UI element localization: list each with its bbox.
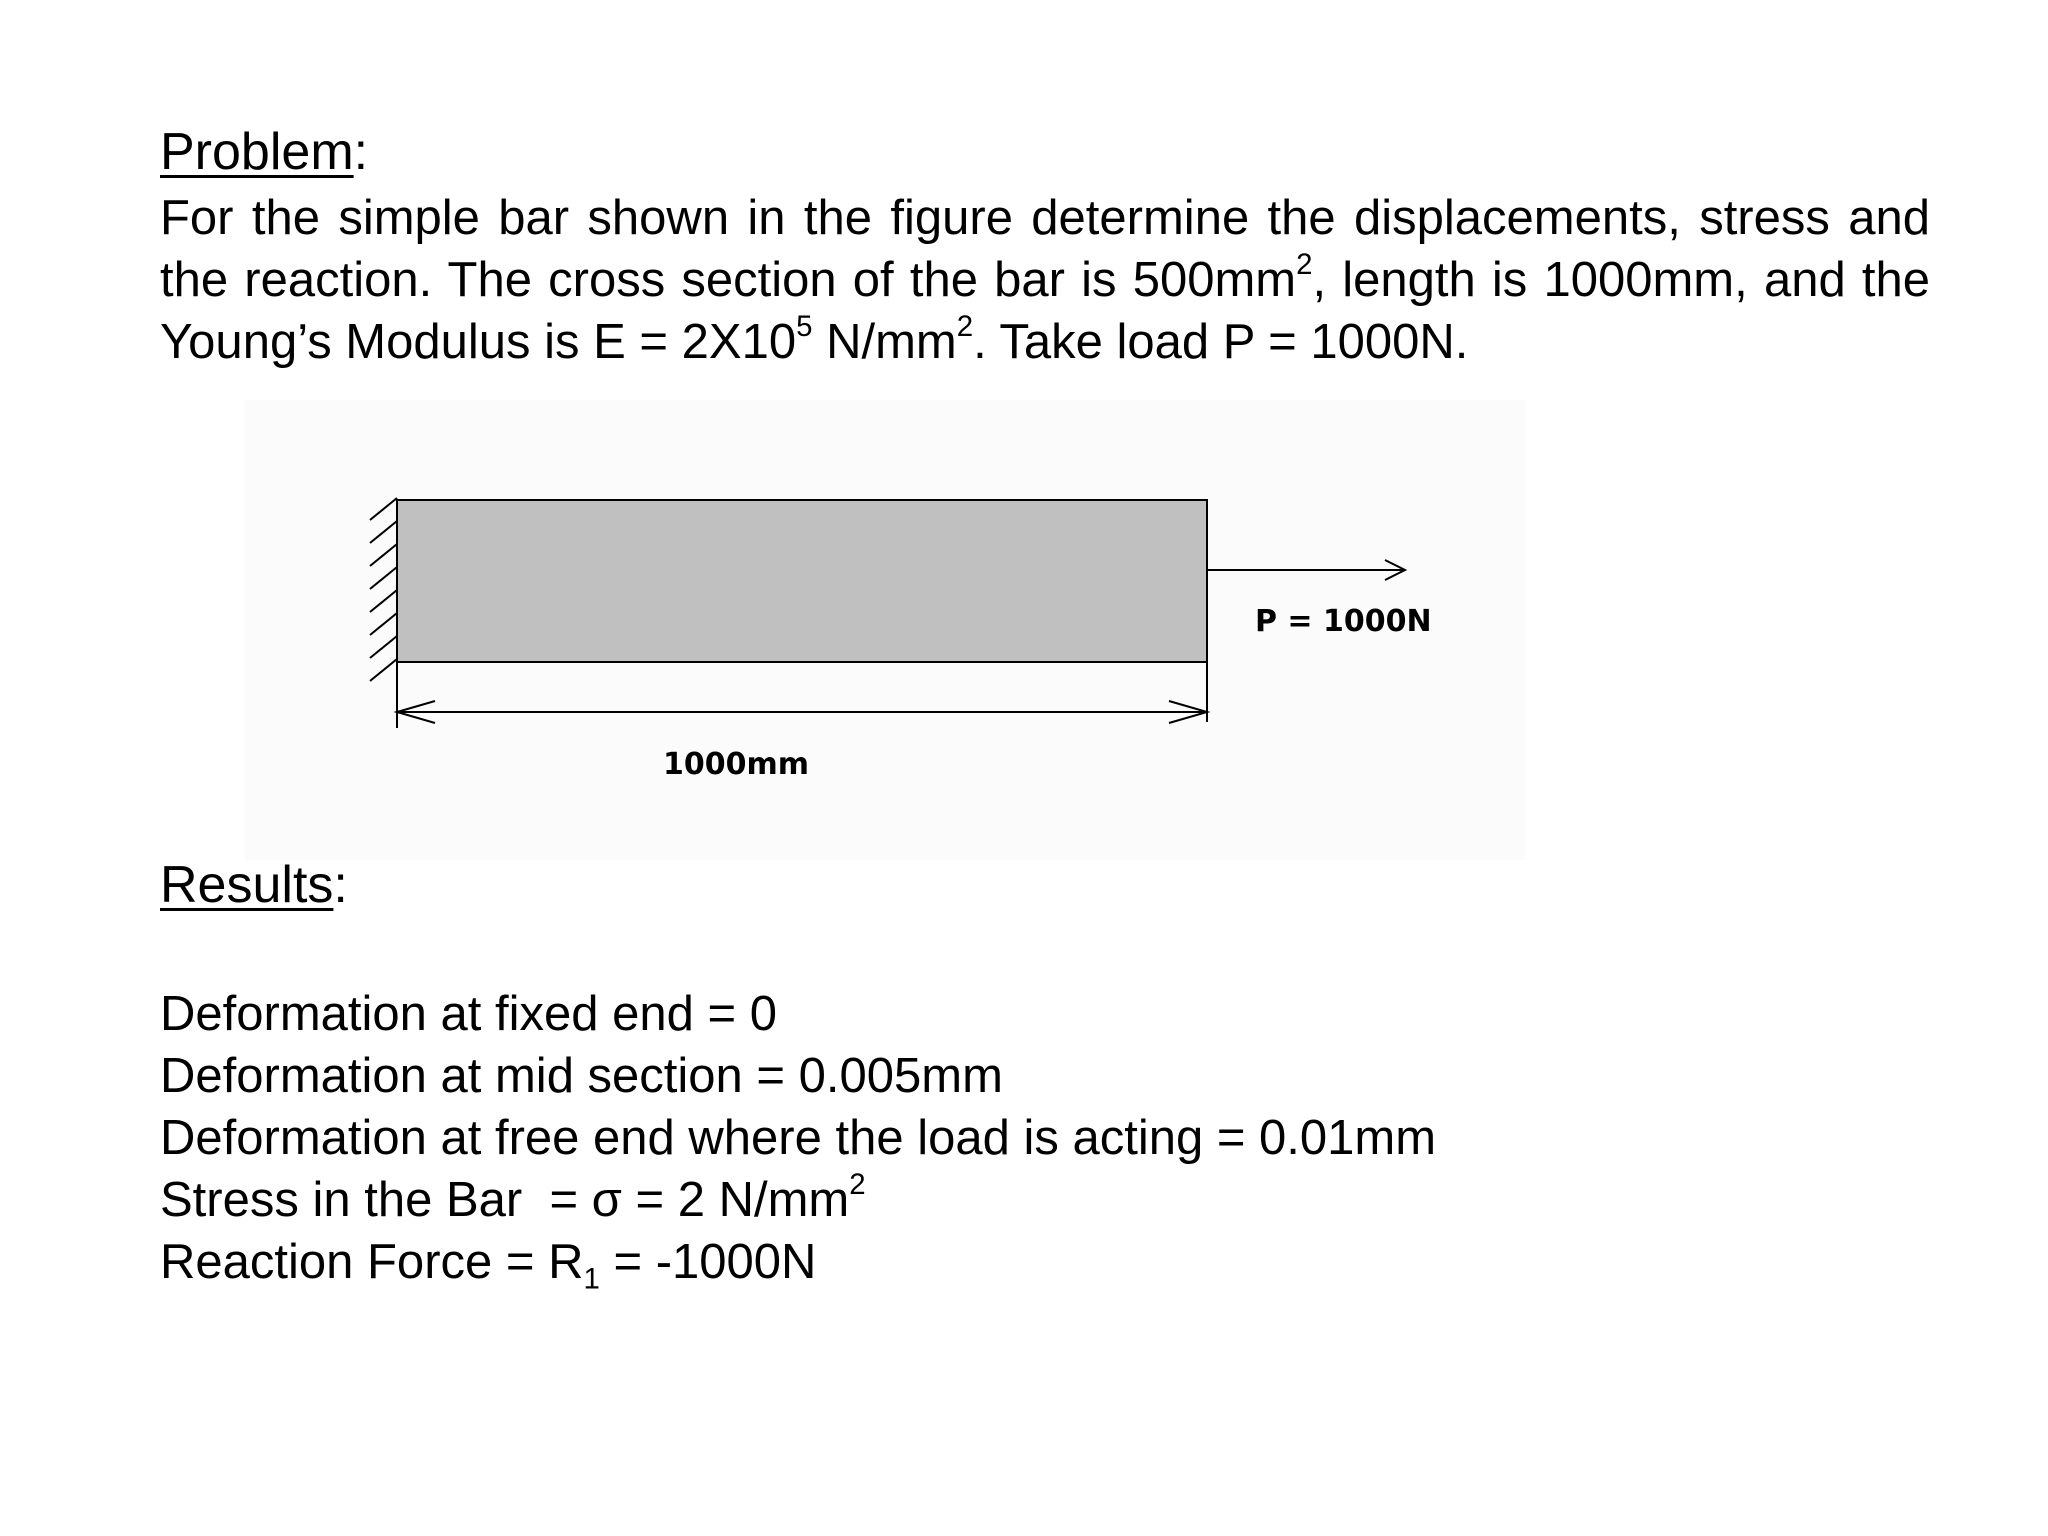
modulus-unit-exponent: 2	[956, 309, 974, 343]
results-list	[160, 983, 1437, 1296]
problem-statement	[160, 187, 1930, 373]
stress-unit-exponent: 2	[849, 1167, 866, 1201]
result-mid-section: Deformation at mid section = 0.005mm	[160, 1049, 1003, 1103]
reaction-subscript: 1	[583, 1262, 600, 1296]
result-fixed-end: Deformation at fixed end = 0	[160, 987, 777, 1041]
fixed-support-hatch	[370, 498, 397, 681]
length-label: 1000mm	[663, 747, 810, 782]
bar-figure	[245, 400, 1525, 860]
problem-line-3a: and the Young’s Modulus is E = 2X10	[160, 253, 1930, 369]
problem-line-3b: N/mm	[812, 315, 957, 369]
results-heading	[160, 855, 348, 915]
result-reaction-value: = -1000N	[599, 1235, 817, 1289]
result-reaction-text: Reaction Force = R	[160, 1235, 584, 1289]
problem-heading-colon: :	[353, 123, 369, 181]
problem-heading	[160, 122, 368, 182]
problem-line-1: For the simple bar shown in the figure determine the displacements, stress	[160, 191, 1830, 245]
results-heading-text: Results	[160, 856, 334, 914]
bar-diagram	[245, 400, 1525, 860]
result-stress-text: Stress in the Bar = σ = 2 N/mm	[160, 1173, 850, 1227]
bar	[397, 500, 1207, 662]
result-reaction	[160, 1231, 1436, 1296]
area-exponent: 2	[1296, 247, 1313, 281]
load-arrow	[1207, 560, 1405, 580]
result-free-end: Deformation at free end where the load is acting = 0.01mm	[160, 1111, 1437, 1165]
length-dimension	[397, 662, 1207, 728]
problem-line-2a: and the reaction. The cross section of the bar is 500mm	[160, 191, 1930, 307]
modulus-exponent: 5	[796, 309, 813, 343]
results-heading-colon: :	[333, 856, 348, 914]
problem-heading-text: Problem	[160, 123, 354, 181]
problem-line-3c: . Take load P = 1000N.	[973, 315, 1469, 369]
load-label: P = 1000N	[1255, 604, 1432, 639]
problem-line-2b: , length is 1000mm,	[1312, 253, 1748, 307]
result-stress	[160, 1169, 1436, 1231]
